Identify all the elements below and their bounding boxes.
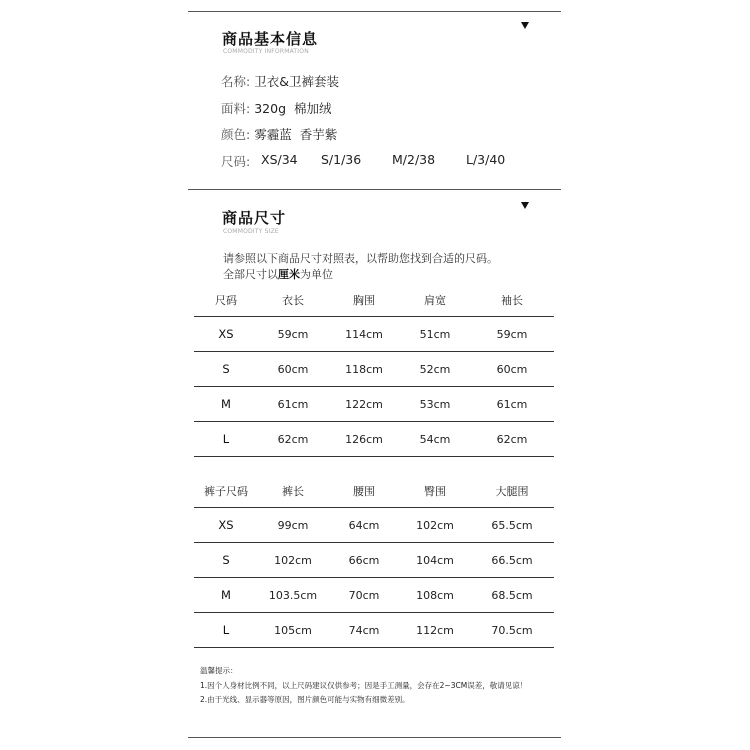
table-cell: L [194,613,258,648]
color-option-2: 香芋紫 [299,127,338,142]
table-cell: 99cm [258,508,328,543]
table-header: 裤子尺码 [204,484,248,498]
table-cell: L [194,422,258,457]
table-cell: 59cm [470,317,554,352]
fabric-value: 棉加绒 [294,101,332,116]
table-cell: 66cm [328,543,400,578]
table-cell: S [194,352,258,387]
table-cell: 61cm [470,387,554,422]
table-row [194,422,554,457]
table-cell: XS [194,508,258,543]
triangle-down-icon[interactable] [521,22,529,29]
triangle-down-icon[interactable] [521,202,529,209]
size-note-1: 请参照以下商品尺寸对照表，以帮助您找到合适的尺码。 [223,252,498,265]
table-header: 腰围 [353,484,375,498]
table-cell: S [194,543,258,578]
table-cell: 105cm [258,613,328,648]
table-header: 胸围 [353,293,375,307]
size-note-2 [223,266,333,282]
table-cell: 51cm [400,317,470,352]
table-cell: M [194,387,258,422]
fabric-label: 面料: [221,101,251,116]
section-divider [188,189,561,190]
size-label: 尺码: [221,154,251,169]
size-note-2-prefix: 全部尺寸以 [223,268,278,281]
table-row [194,578,554,613]
table-header-row [194,474,554,508]
table-cell: 70.5cm [470,613,554,648]
table-cell: 104cm [400,543,470,578]
table-cell: 74cm [328,613,400,648]
table-row [194,613,554,648]
tip-line-1: 1.因个人身材比例不同，以上尺码建议仅供参考；因是手工测量，会存在2~3CM误差，敬请见谅！ [200,681,528,690]
table-row [194,508,554,543]
table-cell: 52cm [400,352,470,387]
top-size-table [194,283,554,457]
table-cell: 53cm [400,387,470,422]
table-header: 肩宽 [424,293,446,307]
table-header: 衣长 [282,293,304,307]
tip-line-2: 2.由于光线、显示器等原因，图片颜色可能与实物有细微差别。 [200,695,410,704]
tips-title: 温馨提示： [200,666,238,675]
info-row-name [221,72,339,90]
table-row [194,387,554,422]
table-cell: 126cm [328,422,400,457]
info-row-fabric [221,99,332,117]
table-cell: 60cm [470,352,554,387]
fabric-weight: 320g [254,101,287,116]
size-option-m: M/2/38 [392,152,436,167]
table-row [194,317,554,352]
name-label: 名称: [221,74,251,89]
table-cell: 65.5cm [470,508,554,543]
table-header: 大腿围 [495,484,529,498]
table-row [194,352,554,387]
table-cell: 102cm [400,508,470,543]
table-header: 臀围 [424,484,446,498]
table-cell: M [194,578,258,613]
table-header-row [194,283,554,317]
info-row-color [221,125,337,143]
table-cell: 68.5cm [470,578,554,613]
table-cell: 62cm [258,422,328,457]
table-cell: 60cm [258,352,328,387]
table-cell: 64cm [328,508,400,543]
table-cell: 114cm [328,317,400,352]
table-cell: 122cm [328,387,400,422]
table-cell: XS [194,317,258,352]
color-label: 颜色: [221,127,251,142]
name-value: 卫衣&卫裤套装 [254,74,339,89]
table-header: 袖长 [501,293,523,307]
size-note-2-unit: 厘米 [278,268,300,281]
table-header: 尺码 [215,293,237,307]
color-option-1: 雾霾蓝 [254,127,292,142]
table-cell: 112cm [400,613,470,648]
table-cell: 61cm [258,387,328,422]
basic-info-subtitle: COMMODITY INFORMATION [223,48,309,55]
table-cell: 54cm [400,422,470,457]
bottom-divider [188,737,561,738]
table-cell: 70cm [328,578,400,613]
table-cell: 66.5cm [470,543,554,578]
size-option-s: S/1/36 [321,152,362,167]
table-row [194,543,554,578]
top-divider [188,11,561,12]
table-cell: 108cm [400,578,470,613]
table-cell: 118cm [328,352,400,387]
pants-size-table [194,474,554,648]
size-section-subtitle: COMMODITY SIZE [223,228,279,235]
table-cell: 62cm [470,422,554,457]
size-option-xs: XS/34 [261,152,298,167]
size-note-2-suffix: 为单位 [300,268,333,281]
table-cell: 103.5cm [258,578,328,613]
size-section-title: 商品尺寸 [222,209,287,227]
table-cell: 59cm [258,317,328,352]
table-header: 裤长 [282,484,304,498]
info-row-size [221,152,250,170]
table-cell: 102cm [258,543,328,578]
basic-info-title: 商品基本信息 [222,30,319,48]
size-option-l: L/3/40 [466,152,506,167]
